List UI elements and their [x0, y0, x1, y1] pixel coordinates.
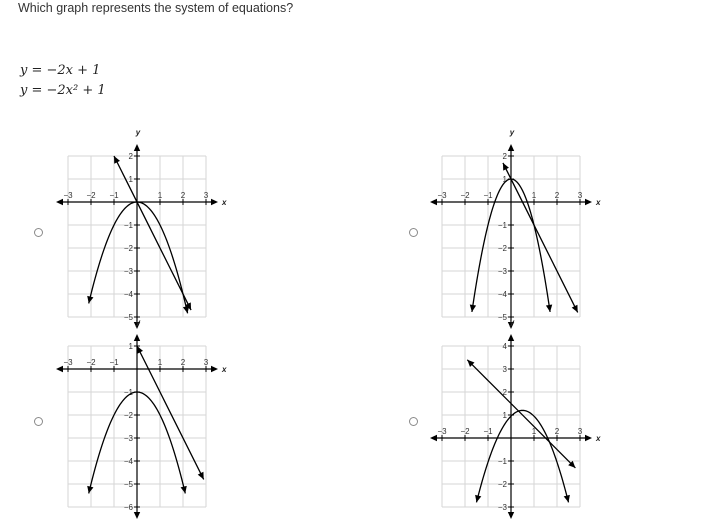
x-tick-label: 1: [157, 358, 163, 367]
y-tick-label: −1: [497, 457, 507, 466]
equation-line: y = −2x + 1: [20, 63, 101, 78]
y-tick-label: −2: [497, 244, 507, 253]
x-tick-label: −2: [460, 427, 470, 436]
x-axis-arrow-left: [430, 199, 437, 205]
curve-arrow: [475, 495, 481, 503]
x-tick-label: −1: [109, 191, 119, 200]
y-tick-label: −3: [497, 503, 507, 512]
y-tick-label: 2: [502, 388, 507, 397]
y-axis-arrow-up: [508, 334, 514, 341]
graph-svg: [60, 128, 228, 335]
y-tick-label: −4: [123, 457, 133, 466]
x-axis-arrow-right: [585, 435, 592, 441]
y-tick-label: −2: [123, 244, 133, 253]
curve-arrow: [181, 486, 187, 494]
y-tick-label: −5: [123, 313, 133, 322]
y-tick-label: −3: [497, 267, 507, 276]
option-c-radio[interactable]: [34, 417, 43, 426]
question-text: Which graph represents the system of equations?: [18, 1, 294, 15]
y-tick-label: 1: [502, 411, 507, 420]
x-tick-label: 1: [531, 427, 537, 436]
y-axis-arrow-down: [508, 512, 514, 519]
x-tick-label: 2: [554, 191, 560, 200]
y-axis-arrow-up: [134, 334, 140, 341]
axes: [56, 318, 227, 519]
y-tick-label: −2: [123, 411, 133, 420]
parabola-curve: [477, 410, 569, 502]
axes: [56, 128, 227, 329]
option-c-graph: [60, 318, 228, 525]
x-axis-label: x: [596, 434, 601, 443]
x-tick-label: −2: [460, 191, 470, 200]
x-tick-label: −1: [483, 191, 493, 200]
y-axis-arrow-up: [508, 144, 514, 151]
x-axis-arrow-left: [56, 199, 63, 205]
curve-arrow: [470, 305, 476, 312]
x-axis-arrow-right: [211, 199, 218, 205]
y-tick-label: −3: [123, 267, 133, 276]
y-tick-label: −1: [123, 388, 133, 397]
equation-parabola: y = −2x² + 1: [20, 83, 106, 98]
x-tick-label: −3: [437, 191, 447, 200]
x-axis-label: x: [596, 198, 601, 207]
axes: [430, 128, 601, 329]
curve-arrow: [546, 305, 552, 312]
x-axis-arrow-right: [585, 199, 592, 205]
option-a-radio[interactable]: [34, 228, 43, 237]
x-tick-label: 2: [554, 427, 560, 436]
equation-system: [20, 61, 106, 101]
x-axis-arrow-left: [56, 366, 63, 372]
x-tick-label: −2: [86, 358, 96, 367]
line-curve: [467, 360, 575, 468]
y-axis-label: y: [135, 318, 141, 327]
x-tick-label: −3: [63, 191, 73, 200]
y-axis-label: y: [509, 128, 515, 137]
x-axis-arrow-right: [211, 366, 218, 372]
option-d-graph: [434, 318, 602, 525]
x-tick-label: −3: [437, 427, 447, 436]
x-tick-label: −1: [109, 358, 119, 367]
x-axis-label: x: [222, 365, 227, 374]
curve-arrow: [87, 296, 93, 304]
curve-arrow: [87, 486, 93, 494]
axes: [430, 318, 601, 519]
y-tick-label: −4: [497, 290, 507, 299]
graph-svg: [60, 318, 228, 525]
y-tick-label: −6: [123, 503, 133, 512]
line-curve: [137, 346, 204, 479]
option-a-graph: [60, 128, 228, 335]
y-tick-label: −1: [497, 221, 507, 230]
y-axis-arrow-down: [134, 512, 140, 519]
graph-svg: [434, 128, 602, 335]
y-axis-label: y: [135, 128, 141, 137]
x-tick-label: 1: [531, 191, 537, 200]
y-axis-arrow-up: [134, 144, 140, 151]
y-tick-label: 1: [502, 175, 507, 184]
x-tick-label: 3: [203, 358, 209, 367]
option-b-graph: [434, 128, 602, 335]
y-axis-label: y: [509, 318, 515, 327]
x-tick-label: −2: [86, 191, 96, 200]
y-tick-label: −4: [123, 290, 133, 299]
option-d-radio[interactable]: [409, 417, 418, 426]
y-tick-label: −5: [123, 480, 133, 489]
x-tick-label: 3: [577, 427, 583, 436]
parabola-curve: [89, 202, 188, 313]
line-curve: [503, 163, 578, 313]
y-tick-label: −3: [123, 434, 133, 443]
curve-arrow: [183, 306, 189, 314]
curve-arrow: [564, 495, 570, 503]
y-tick-label: 1: [128, 175, 133, 184]
x-tick-label: −1: [483, 427, 493, 436]
graph-svg: [434, 318, 602, 525]
y-tick-label: 4: [502, 342, 507, 351]
y-tick-label: 2: [502, 152, 507, 161]
y-tick-label: 3: [502, 365, 507, 374]
x-tick-label: 3: [203, 191, 209, 200]
y-tick-label: −2: [497, 480, 507, 489]
x-tick-label: 2: [180, 358, 186, 367]
x-tick-label: −3: [63, 358, 73, 367]
x-axis-label: x: [222, 198, 227, 207]
x-tick-label: 1: [157, 191, 163, 200]
y-tick-label: −1: [123, 221, 133, 230]
option-b-radio[interactable]: [409, 228, 418, 237]
y-tick-label: 1: [128, 342, 133, 351]
x-axis-arrow-left: [430, 435, 437, 441]
x-tick-label: 3: [577, 191, 583, 200]
x-tick-label: 2: [180, 191, 186, 200]
y-tick-label: 2: [128, 152, 133, 161]
y-tick-label: −5: [497, 313, 507, 322]
